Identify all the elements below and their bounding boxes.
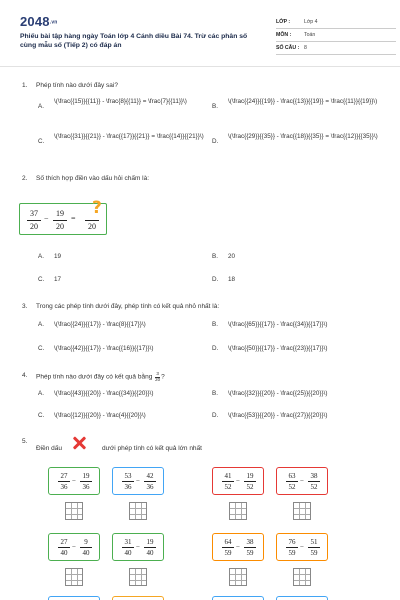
numerator: 37 (30, 209, 38, 218)
meta-key: MÔN : (276, 32, 292, 38)
question-3 (22, 303, 382, 358)
fraction (80, 538, 92, 557)
numerator: 63 (288, 472, 296, 480)
fraction (144, 472, 156, 491)
numerator: 64 (224, 538, 232, 546)
question-number: 3. (22, 303, 28, 310)
denominator: 40 (124, 549, 132, 557)
fraction-bar (27, 220, 41, 221)
fraction-bar (80, 481, 92, 482)
meta-key: LỚP : (276, 19, 291, 25)
meta-row-count (276, 42, 396, 55)
option-text: \(\frac{{53}}{{20}} - \frac{{27}}{{20}}\) (228, 412, 328, 419)
option-letter: B. (212, 321, 218, 328)
option-letter: B. (212, 103, 218, 110)
question-1 (22, 82, 382, 162)
option-text: 18 (228, 276, 236, 283)
fraction-bar (144, 481, 156, 482)
answer-grid-icon[interactable] (229, 502, 247, 520)
expression-card (48, 467, 100, 495)
numerator: 38 (246, 538, 254, 546)
option-letter: A. (38, 103, 44, 110)
fraction (244, 472, 256, 491)
fraction (144, 538, 156, 557)
question-text-after: dưới phép tính có kết quả lớn nhất (102, 445, 202, 452)
denominator: 36 (82, 483, 90, 491)
fraction (122, 538, 134, 557)
equals-sign: = (71, 214, 76, 223)
question-number: 5. (22, 438, 28, 445)
numerator: 76 (288, 538, 296, 546)
question-number: 2. (22, 175, 28, 182)
numerator: 51 (310, 538, 318, 546)
option-letter: D. (212, 412, 219, 419)
denominator: 59 (310, 549, 318, 557)
answer-grid-icon[interactable] (65, 502, 83, 520)
numerator: 3 (156, 371, 159, 376)
question-text-before: Điền dấu (36, 445, 63, 452)
option-text: \(\frac{{29}}{{35}} - \frac{{18}}{{35}} = \frac{{12}}{{35}}\) (228, 133, 378, 140)
minus-sign: − (72, 477, 76, 485)
minus-sign: − (300, 477, 304, 485)
meta-value: Toán (304, 32, 316, 38)
expression-card (276, 533, 328, 561)
numerator: 19 (146, 538, 154, 546)
denominator: 59 (288, 549, 296, 557)
equation-figure (19, 198, 107, 235)
site-logo[interactable] (20, 14, 58, 29)
denominator: 20 (56, 222, 64, 231)
fraction (80, 472, 92, 491)
numerator: 19 (246, 472, 254, 480)
numerator: 19 (56, 209, 64, 218)
option-text: \(\frac{{42}}{{17}} - \frac{{16}}{{17}}\) (54, 345, 154, 352)
option-text: \(\frac{{15}}{{11}} - \frac{8}{{11}} = \frac{7}{{11}}\) (54, 98, 187, 105)
fraction-bar (308, 481, 320, 482)
numerator: 27 (60, 538, 68, 546)
option-text: \(\frac{{12}}{{20}} - \frac{4}{{20}}\) (54, 412, 146, 419)
fraction-bar (122, 481, 134, 482)
question-text (36, 372, 165, 382)
fraction-bar (85, 220, 99, 221)
denominator: 40 (60, 549, 68, 557)
next-card-peek (48, 596, 100, 600)
denominator: 40 (146, 549, 154, 557)
option-letter: D. (212, 345, 219, 352)
option-text: 19 (54, 253, 62, 260)
header-divider (0, 66, 400, 67)
question-text: Phép tính nào dưới đây sai? (36, 82, 118, 89)
expression-card (48, 533, 100, 561)
fraction-bar (58, 481, 70, 482)
fraction-bar (222, 547, 234, 548)
fraction-bar (286, 547, 298, 548)
fraction-bar (122, 547, 134, 548)
numerator: 38 (310, 472, 318, 480)
numerator: 31 (124, 538, 132, 546)
fraction (122, 472, 134, 491)
answer-grid-icon[interactable] (65, 568, 83, 586)
fraction (58, 538, 70, 557)
question-text: Số thích hợp điền vào dấu hỏi chấm là: (36, 175, 150, 182)
fraction-bar (308, 547, 320, 548)
option-letter: B. (212, 253, 218, 260)
fraction-bar (222, 481, 234, 482)
fraction-bar (244, 481, 256, 482)
option-letter: C. (38, 276, 45, 283)
answer-grid-icon[interactable] (129, 568, 147, 586)
next-card-peek (212, 596, 264, 600)
expression-card (112, 533, 164, 561)
fraction (286, 538, 298, 557)
fraction-bar (286, 481, 298, 482)
minus-sign: − (136, 543, 140, 551)
answer-grid-icon[interactable] (293, 502, 311, 520)
option-letter: C. (38, 412, 45, 419)
question-4 (22, 372, 382, 427)
option-text: \(\frac{{65}}{{17}} - \frac{{34}}{{17}}\) (228, 321, 328, 328)
option-text: \(\frac{{32}}{{20}} - \frac{{25}}{{20}}\) (228, 390, 328, 397)
inline-fraction (155, 372, 160, 382)
option-letter: A. (38, 390, 44, 397)
expression-card (212, 467, 264, 495)
numerator: 41 (224, 472, 232, 480)
option-text: \(\frac{{50}}{{17}} - \frac{{23}}{{17}}\) (228, 345, 328, 352)
expression-card (212, 533, 264, 561)
denominator: 40 (82, 549, 90, 557)
option-letter: D. (212, 138, 219, 145)
numerator: 42 (146, 472, 154, 480)
option-text: \(\frac{{24}}{{17}} - \frac{8}{{17}}\) (54, 321, 146, 328)
fraction (244, 538, 256, 557)
numerator: 19 (82, 472, 90, 480)
question-text-end: ? (161, 373, 165, 381)
logo-suffix: .vn (49, 19, 58, 26)
option-letter: B. (212, 390, 218, 397)
denominator: 20 (88, 222, 96, 231)
fraction (53, 209, 67, 232)
denominator: 52 (288, 483, 296, 491)
denominator: 36 (124, 483, 132, 491)
denominator: 36 (60, 483, 68, 491)
fraction (222, 472, 234, 491)
red-x-icon (72, 436, 86, 450)
option-text: 20 (228, 253, 236, 260)
next-card-peek (112, 596, 164, 600)
meta-key: SỐ CÂU : (276, 45, 300, 51)
meta-row-class (276, 16, 396, 29)
minus-sign: − (136, 477, 140, 485)
next-card-peek (276, 596, 328, 600)
fraction (286, 472, 298, 491)
question-text: Trong các phép tính dưới đây, phép tính có kết quả nhỏ nhất là: (36, 303, 220, 310)
minus-sign: − (300, 543, 304, 551)
question-text-main: Phép tính nào dưới đây có kết quả bằng (36, 373, 153, 381)
option-letter: C. (38, 345, 45, 352)
denominator: 20 (155, 376, 161, 382)
fraction (27, 209, 41, 232)
fraction-bar (144, 547, 156, 548)
denominator: 59 (224, 549, 232, 557)
numerator: 27 (60, 472, 68, 480)
denominator: 59 (246, 549, 254, 557)
option-letter: D. (212, 276, 219, 283)
fraction-bar (80, 547, 92, 548)
expression-card (276, 467, 328, 495)
minus-sign: − (72, 543, 76, 551)
answer-grid-icon[interactable] (129, 502, 147, 520)
option-text: \(\frac{{24}}{{19}} - \frac{{13}}{{19}} = \frac{{11}}{{19}}\) (228, 98, 378, 105)
fraction-bar (58, 547, 70, 548)
denominator: 52 (224, 483, 232, 491)
page-header (20, 14, 380, 58)
fraction-bar (53, 220, 67, 221)
denominator: 52 (310, 483, 318, 491)
meta-value: Lớp 4 (304, 19, 318, 25)
option-text: \(\frac{{43}}{{20}} - \frac{{34}}{{20}}\) (54, 390, 154, 397)
option-letter: A. (38, 253, 44, 260)
denominator: 52 (246, 483, 254, 491)
minus-sign: − (44, 214, 49, 223)
denominator: 20 (30, 222, 38, 231)
question-number: 1. (22, 82, 28, 89)
logo-text: 2048 (20, 14, 50, 29)
meta-row-subject (276, 29, 396, 42)
option-letter: A. (38, 321, 44, 328)
answer-grid-icon[interactable] (229, 568, 247, 586)
answer-grid-icon[interactable] (293, 568, 311, 586)
minus-sign: − (236, 477, 240, 485)
fraction (222, 538, 234, 557)
denominator: 36 (146, 483, 154, 491)
meta-value: 8 (304, 45, 307, 51)
question-mark-icon: ? (92, 198, 102, 218)
document-title: Phiếu bài tập hàng ngày Toán lớp 4 Cánh diều Bài 74. Trừ các phân số cùng mẫu số (Tiếp 2) có đáp án (20, 33, 248, 49)
option-text: \(\frac{{31}}{{21}} - \frac{{17}}{{21}} = \frac{{14}}{{21}}\) (54, 133, 204, 140)
fraction-bar (244, 547, 256, 548)
expression-card (112, 467, 164, 495)
fraction (58, 472, 70, 491)
option-text: 17 (54, 276, 62, 283)
numerator: 9 (84, 538, 88, 546)
fraction (308, 472, 320, 491)
fraction (308, 538, 320, 557)
meta-table (276, 16, 396, 55)
numerator: 53 (124, 472, 132, 480)
minus-sign: − (236, 543, 240, 551)
question-number: 4. (22, 372, 28, 379)
option-letter: C. (38, 138, 45, 145)
